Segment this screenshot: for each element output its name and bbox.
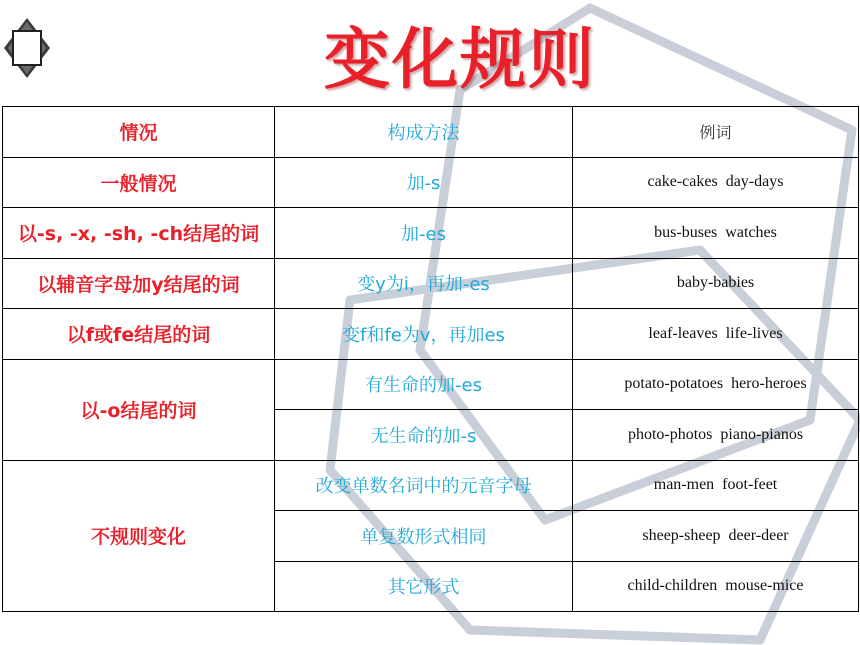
method-cell: 有生命的加-es [275,359,573,410]
category-cell: 以-s, -x, -sh, -ch结尾的词 [3,208,275,259]
header-category: 情况 [3,107,275,158]
category-cell: 以f或fe结尾的词 [3,309,275,360]
method-cell: 其它形式 [275,561,573,612]
example-cell: cake-cakes day-days [573,157,859,208]
table-row [3,157,859,208]
table-row [3,208,859,259]
table-header-row [3,107,859,158]
category-cell: 以辅音字母加y结尾的词 [3,258,275,309]
plural-rules-table [2,106,859,612]
header-example: 例词 [573,107,859,158]
method-cell: 变y为i，再加-es [275,258,573,309]
method-cell: 加-s [275,157,573,208]
method-cell: 改变单数名词中的元音字母 [275,460,573,511]
example-cell: photo-photos piano-pianos [573,410,859,461]
category-cell: 以-o结尾的词 [3,359,275,460]
table-row [3,309,859,360]
category-cell: 不规则变化 [3,460,275,612]
example-cell: baby-babies [573,258,859,309]
example-cell: man-men foot-feet [573,460,859,511]
table-row [3,460,859,511]
example-cell: bus-buses watches [573,208,859,259]
example-cell: leaf-leaves life-lives [573,309,859,360]
example-cell: sheep-sheep deer-deer [573,511,859,562]
header-method: 构成方法 [275,107,573,158]
method-cell: 变f和fe为v，再加es [275,309,573,360]
page-title: 变化规则 [324,20,596,98]
category-cell: 一般情况 [3,157,275,208]
table-row [3,258,859,309]
method-cell: 无生命的加-s [275,410,573,461]
example-cell: potato-potatoes hero-heroes [573,359,859,410]
method-cell: 加-es [275,208,573,259]
example-cell: child-children mouse-mice [573,561,859,612]
method-cell: 单复数形式相同 [275,511,573,562]
table-row [3,359,859,410]
